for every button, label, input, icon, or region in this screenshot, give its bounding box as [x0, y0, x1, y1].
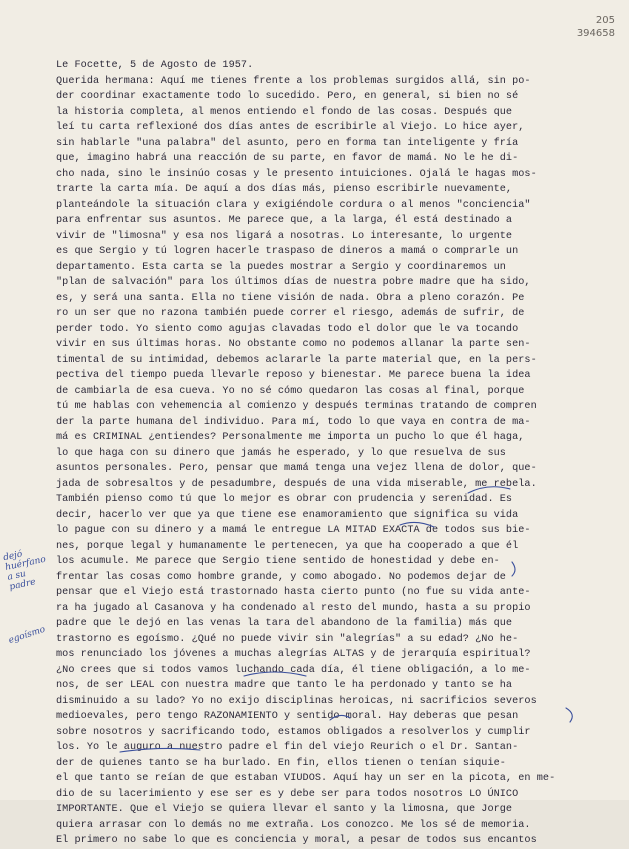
letter-line: nos, de ser LEAL con nuestra madre que tanto le ha perdonado y tanto se ha	[56, 680, 513, 691]
letter-line: Querida hermana: Aquí me tienes frente a los problemas surgidos allá, sin po-	[56, 75, 531, 87]
letter-line: dio de su lacerimiento y ese ser es y debe ser para todos nosotros LO ÚNICO	[56, 788, 519, 800]
letter-line: frentar las cosas como hombre grande, y como abogado. No podemos dejar de	[56, 571, 506, 583]
letter-line: planteándole la situación clara y exigiéndole cordura o al menos "conciencia"	[56, 199, 531, 211]
letter-line: medioevales, pero tengo RAZONAMIENTO y sentido moral. Hay deberas que pesan	[56, 711, 519, 722]
letter-line: También pienso como tú que lo mejor es obrar con prudencia y serenidad. Es	[56, 494, 513, 505]
letter-line: el que tanto se reían de que estaban VIUDOS. Aquí hay un ser en la picota, en me-	[56, 773, 556, 784]
letter-line: asuntos personales. Pero, pensar que mamá tenga una vejez llena de dolor, que-	[56, 463, 537, 474]
archive-ref-top: 205	[595, 15, 615, 26]
letter-line: quiera arrasar con lo demás no me extraña. Los conozco. Me los sé de memoria.	[56, 819, 531, 831]
letter-line: leí tu carta reflexioné dos días antes de escribirle al Viejo. Lo hice ayer,	[56, 122, 525, 133]
archive-reference	[577, 14, 615, 40]
letter-line: pectiva del tiempo pueda llevarle reposo y bienestar. Me parece buena la idea	[56, 370, 531, 381]
letter-line: jada de sobresaltos y de pesadumbre, después de una vida miserable, me rebela.	[56, 478, 537, 490]
letter-line: der de quienes tanto se ha burlado. En fin, ellos tienen o tenían siquie-	[56, 757, 506, 769]
letter-body	[56, 58, 616, 849]
letter-line: IMPORTANTE. Que el Viejo se quiera llevar el santo y la limosna, que Jorge	[56, 804, 513, 815]
letter-line: la historia completa, al menos entiendo el fondo de las cosas. Después que	[56, 106, 513, 118]
letter-line: es, y será una santa. Ella no tiene visión de nada. Obra a pleno corazón. Pe	[56, 292, 525, 304]
letter-line: trastorno es egoísmo. ¿Qué no puede vivir sin "alegrías" a su edad? ¿No he-	[56, 633, 519, 645]
letter-line: Le Focette, 5 de Agosto de 1957.	[56, 60, 254, 71]
letter-line: lo pague con su dinero y a mamá le entregue LA MITAD EXACTA de todos sus bie-	[56, 525, 531, 536]
letter-line: pensar que el Viejo está trastornado hasta cierto punto (no fue su vida ante-	[56, 587, 531, 598]
letter-line: que, imagino habrá una reacción de su parte, en favor de mamá. No le he di-	[56, 153, 519, 164]
letter-line: der la parte humana del individuo. Para mí, todo lo que vaya en contra de ma-	[56, 416, 531, 428]
letter-line: ro un ser que no razona también puede correr el riesgo, además de sufrir, de	[56, 308, 525, 319]
letter-line: trarte la carta mía. De aquí a dos días más, pienso escribirle nuevamente,	[56, 184, 513, 195]
letter-line: los. Yo le auguro a nuestro padre el fin del viejo Reurich o el Dr. Santan-	[56, 742, 519, 753]
letter-line: los acumule. Me parece que Sergio tiene sentido de honestidad y debe en-	[56, 556, 500, 567]
letter-line: para enfrentar sus asuntos. Me parece que, a la larga, él está destinado a	[56, 215, 513, 226]
letter-line: cho nada, sino le insinúo cosas y le presento intuiciones. Ojalá le hagas mos-	[56, 168, 537, 180]
letter-line: disminuido a su lado? Yo no exijo disciplinas heroicas, ni sacrificios severos	[56, 695, 537, 707]
letter-line: nes, porque legal y humanamente le pertenecen, ya que ha cooperado a que él	[56, 540, 519, 552]
letter-line: tú me hablas con vehemencia al comienzo y después terminas tratando de compren	[56, 401, 537, 412]
letter-line: mos renunciado los jóvenes a muchas alegrías ALTAS y de jerarquía espiritual?	[56, 649, 531, 660]
letter-line: perder todo. Yo siento como agujas clavadas todo el dolor que le va tocando	[56, 323, 519, 335]
letter-line: "plan de salvación" para los últimos días de nuestra pobre madre que ha sido,	[56, 277, 531, 288]
letter-line: ¿No crees que si todos vamos luchando cada día, él tiene obligación, a lo me-	[56, 664, 531, 676]
letter-line: padre que le dejó en las venas la tara del abandono de la familia) más que	[56, 618, 513, 629]
letter-line: de cambiarla de esa cueva. Yo no sé cómo quedaron las cosas al final, porque	[56, 385, 525, 397]
letter-line: lo que haga con su dinero que jamás he esperado, y lo que resuelva de sus	[56, 447, 506, 459]
letter-line: sin hablarle "una palabra" del asunto, pero en forma tan inteligente y fría	[56, 137, 519, 149]
letter-line: má es CRIMINAL ¿entiendes? Personalmente me importa un pucho lo que él haga,	[56, 432, 525, 443]
archive-ref-bottom: 394658	[576, 28, 615, 39]
letter-line: sobre nosotros y sacrificando todo, estamos obligados a resolverlos y cumplir	[56, 726, 531, 738]
margin-note-handwritten: dejó huérfano a su padre	[2, 549, 47, 593]
letter-line: es que Sergio y tú logren hacerle traspaso de dineros a mamá o comprarle un	[56, 246, 519, 257]
letter-line: timental de su intimidad, debemos aclararle la parte material que, en la pers-	[56, 354, 537, 366]
letter-line: ra ha jugado al Casanova y ha condenado al resto del mundo, hasta a su propio	[56, 602, 531, 614]
letter-line: decir, hacerlo ver que ya que tiene ese enamoramiento que significa su vida	[56, 509, 519, 521]
letter-line: departamento. Esta carta se la puedes mostrar a Sergio y coordinaremos un	[56, 261, 506, 273]
letter-line: vivir en sus últimas horas. No obstante como no podemos allanar la parte sen-	[56, 339, 531, 350]
letter-line: El primero no sabe lo que es conciencia y moral, a pesar de todos sus encantos	[56, 835, 537, 846]
margin-note-handwritten: egoísmo	[7, 624, 47, 646]
letter-line: der coordinar exactamente todo lo sucedido. Pero, en general, si bien no sé	[56, 91, 519, 102]
letter-line: vivir de "limosna" y esa nos ligará a nosotras. Lo interesante, lo urgente	[56, 230, 513, 242]
